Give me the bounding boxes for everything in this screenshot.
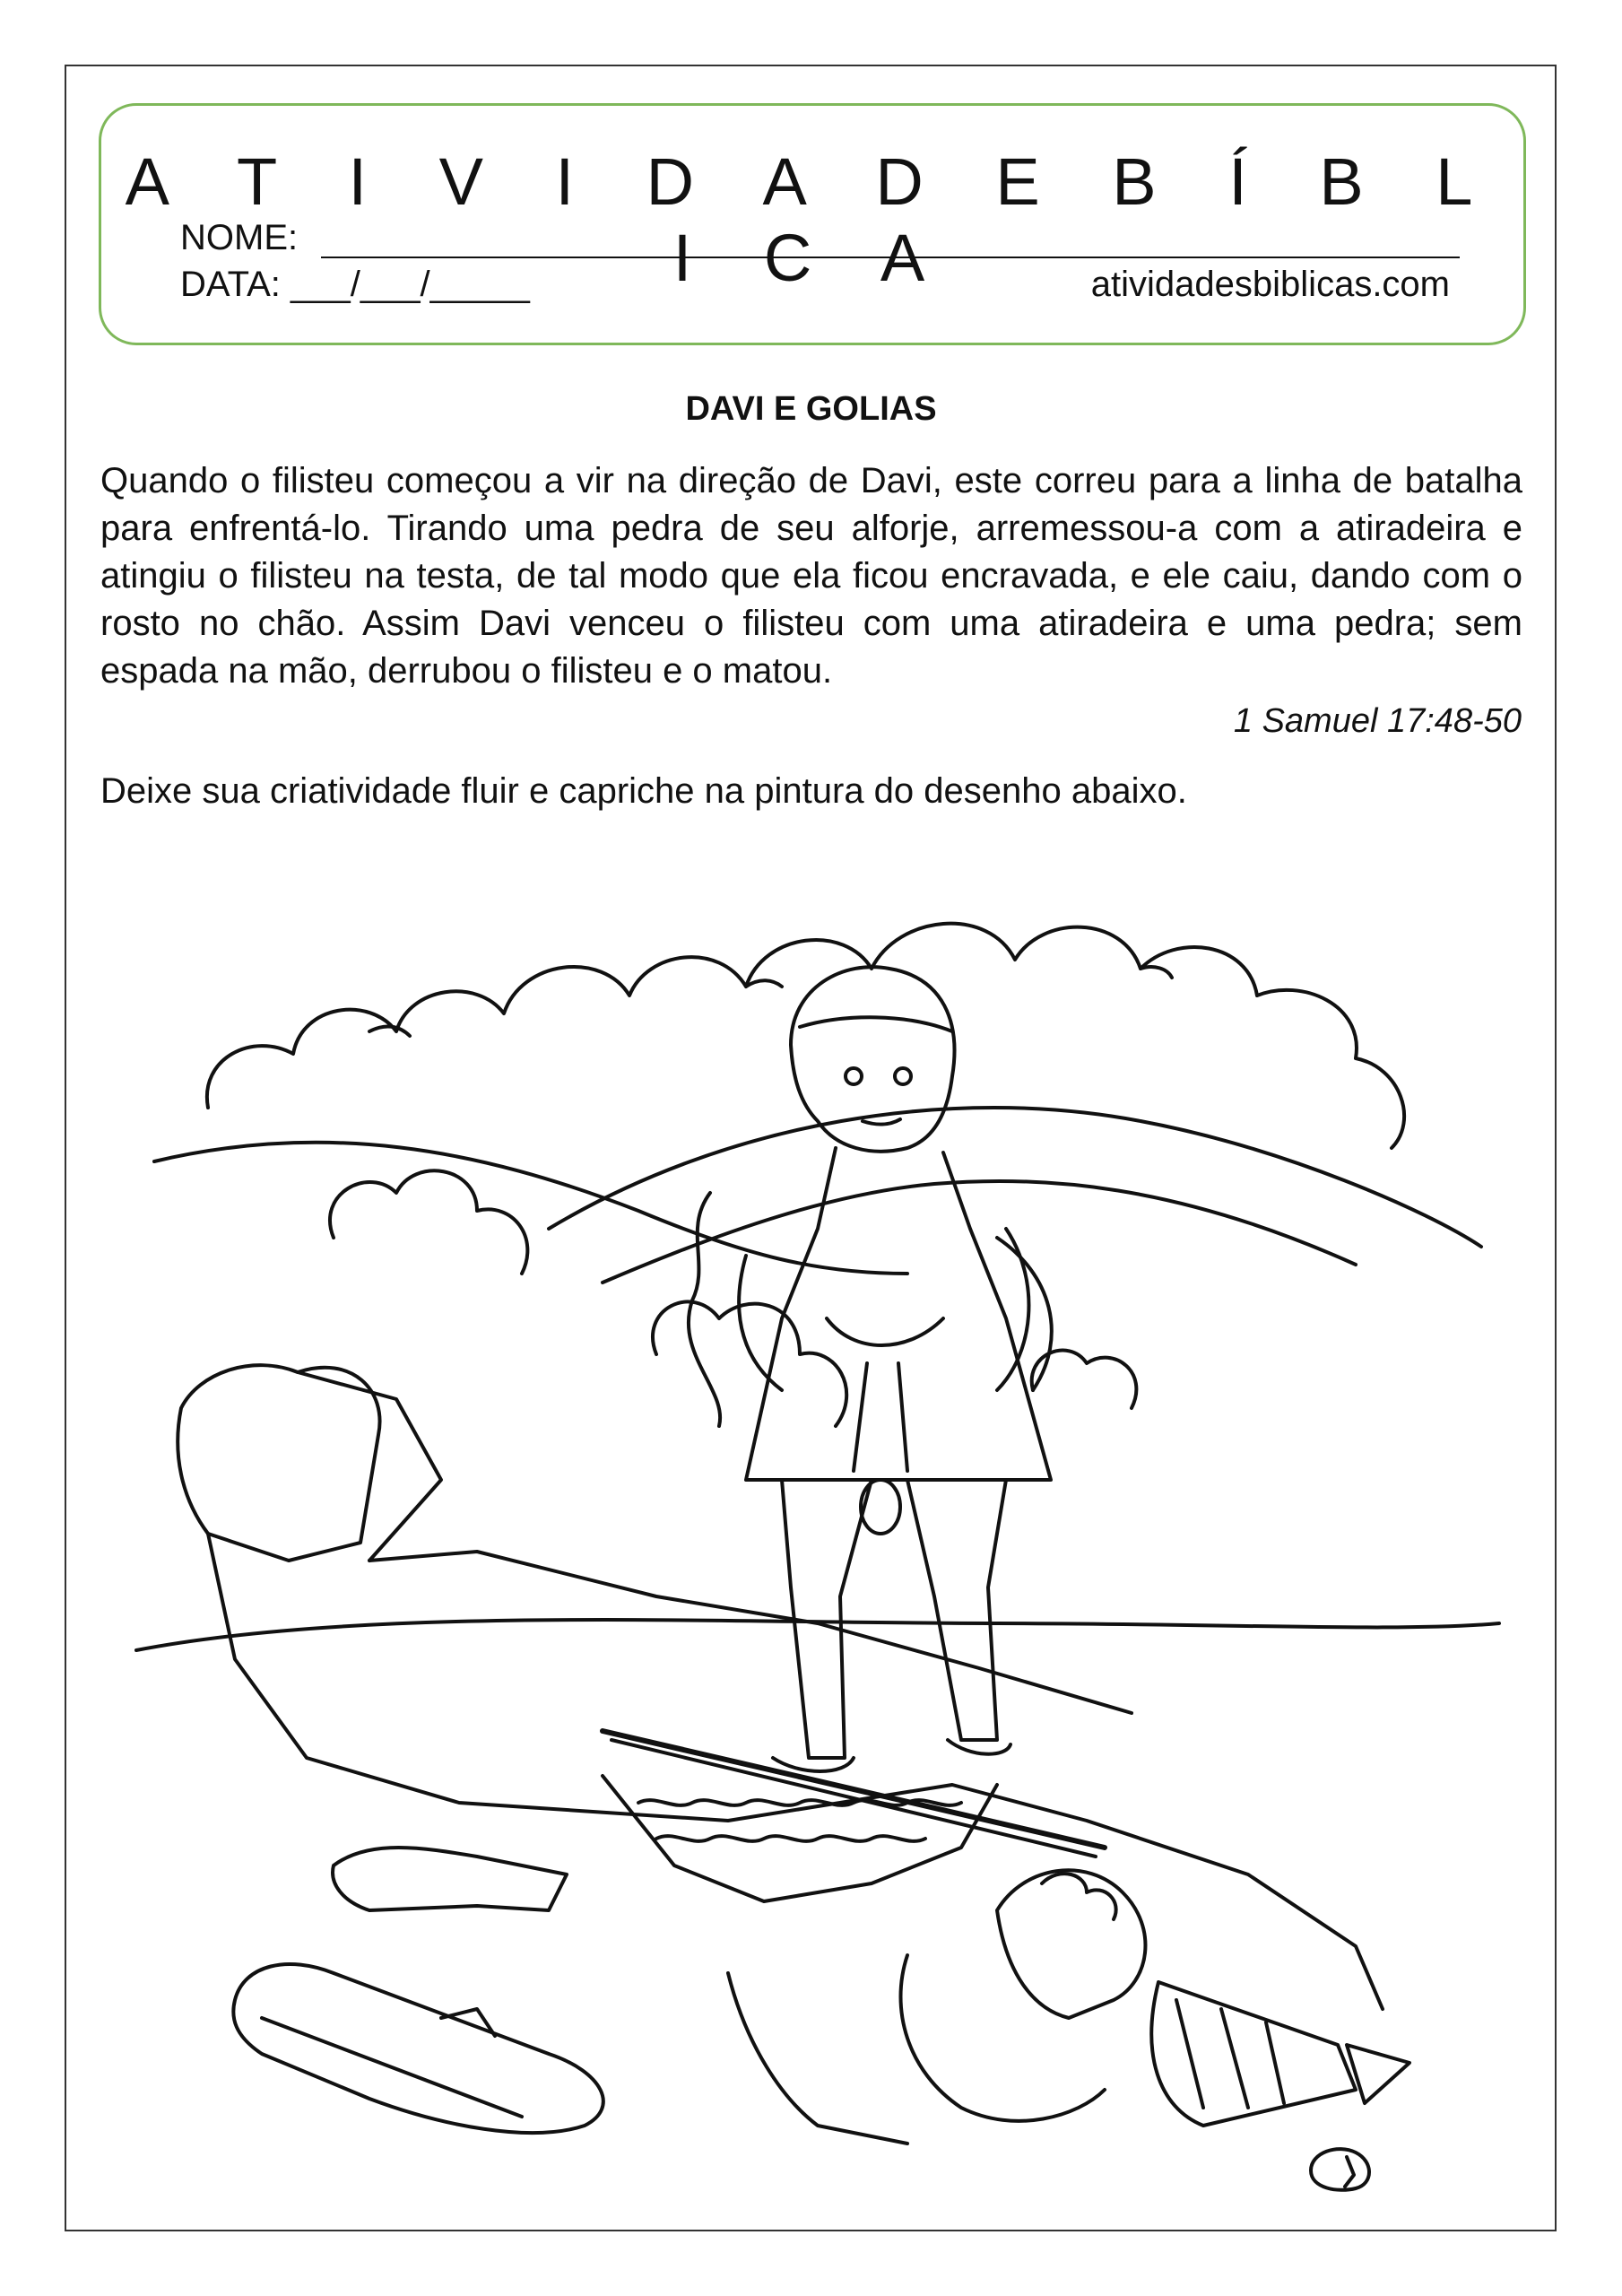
bible-reference: 1 Samuel 17:48-50 xyxy=(1233,702,1522,740)
name-field-line xyxy=(321,257,1460,258)
story-text: Quando o filisteu começou a vir na direção de Davi, este correu para a linha de batalha para enfrentá-lo. Tirando uma pedra de seu alforje, arremessou-a com a atiradeira e atingiu o filisteu na testa, de tal modo que ela ficou encravada, e ele caiu, dando com o rosto no chão. Assim Davi venceu o filisteu com uma atiradeira e uma pedra; sem espada na mão, derrubou o filisteu e o matou. xyxy=(100,461,1522,691)
david-drawing xyxy=(689,967,1052,1771)
page-title: A T I V I D A D E B Í B L I C A xyxy=(125,144,1500,295)
hills-drawing xyxy=(136,1108,1499,1650)
website-text: atividadesbiblicas.com xyxy=(1090,265,1450,304)
goliath-drawing xyxy=(178,1365,1409,2190)
name-label: NOME: xyxy=(180,218,299,257)
clouds-drawing xyxy=(207,924,1404,1148)
story-title: DAVI E GOLIAS xyxy=(685,390,937,428)
date-label: DATA: ___/___/_____ xyxy=(180,265,530,304)
coloring-instruction: Deixe sua criatividade fluir e capriche na pintura do desenho abaixo. xyxy=(100,771,1187,811)
coloring-illustration xyxy=(100,852,1526,2215)
header-box xyxy=(99,103,1526,345)
bushes-drawing xyxy=(330,1170,1136,1426)
